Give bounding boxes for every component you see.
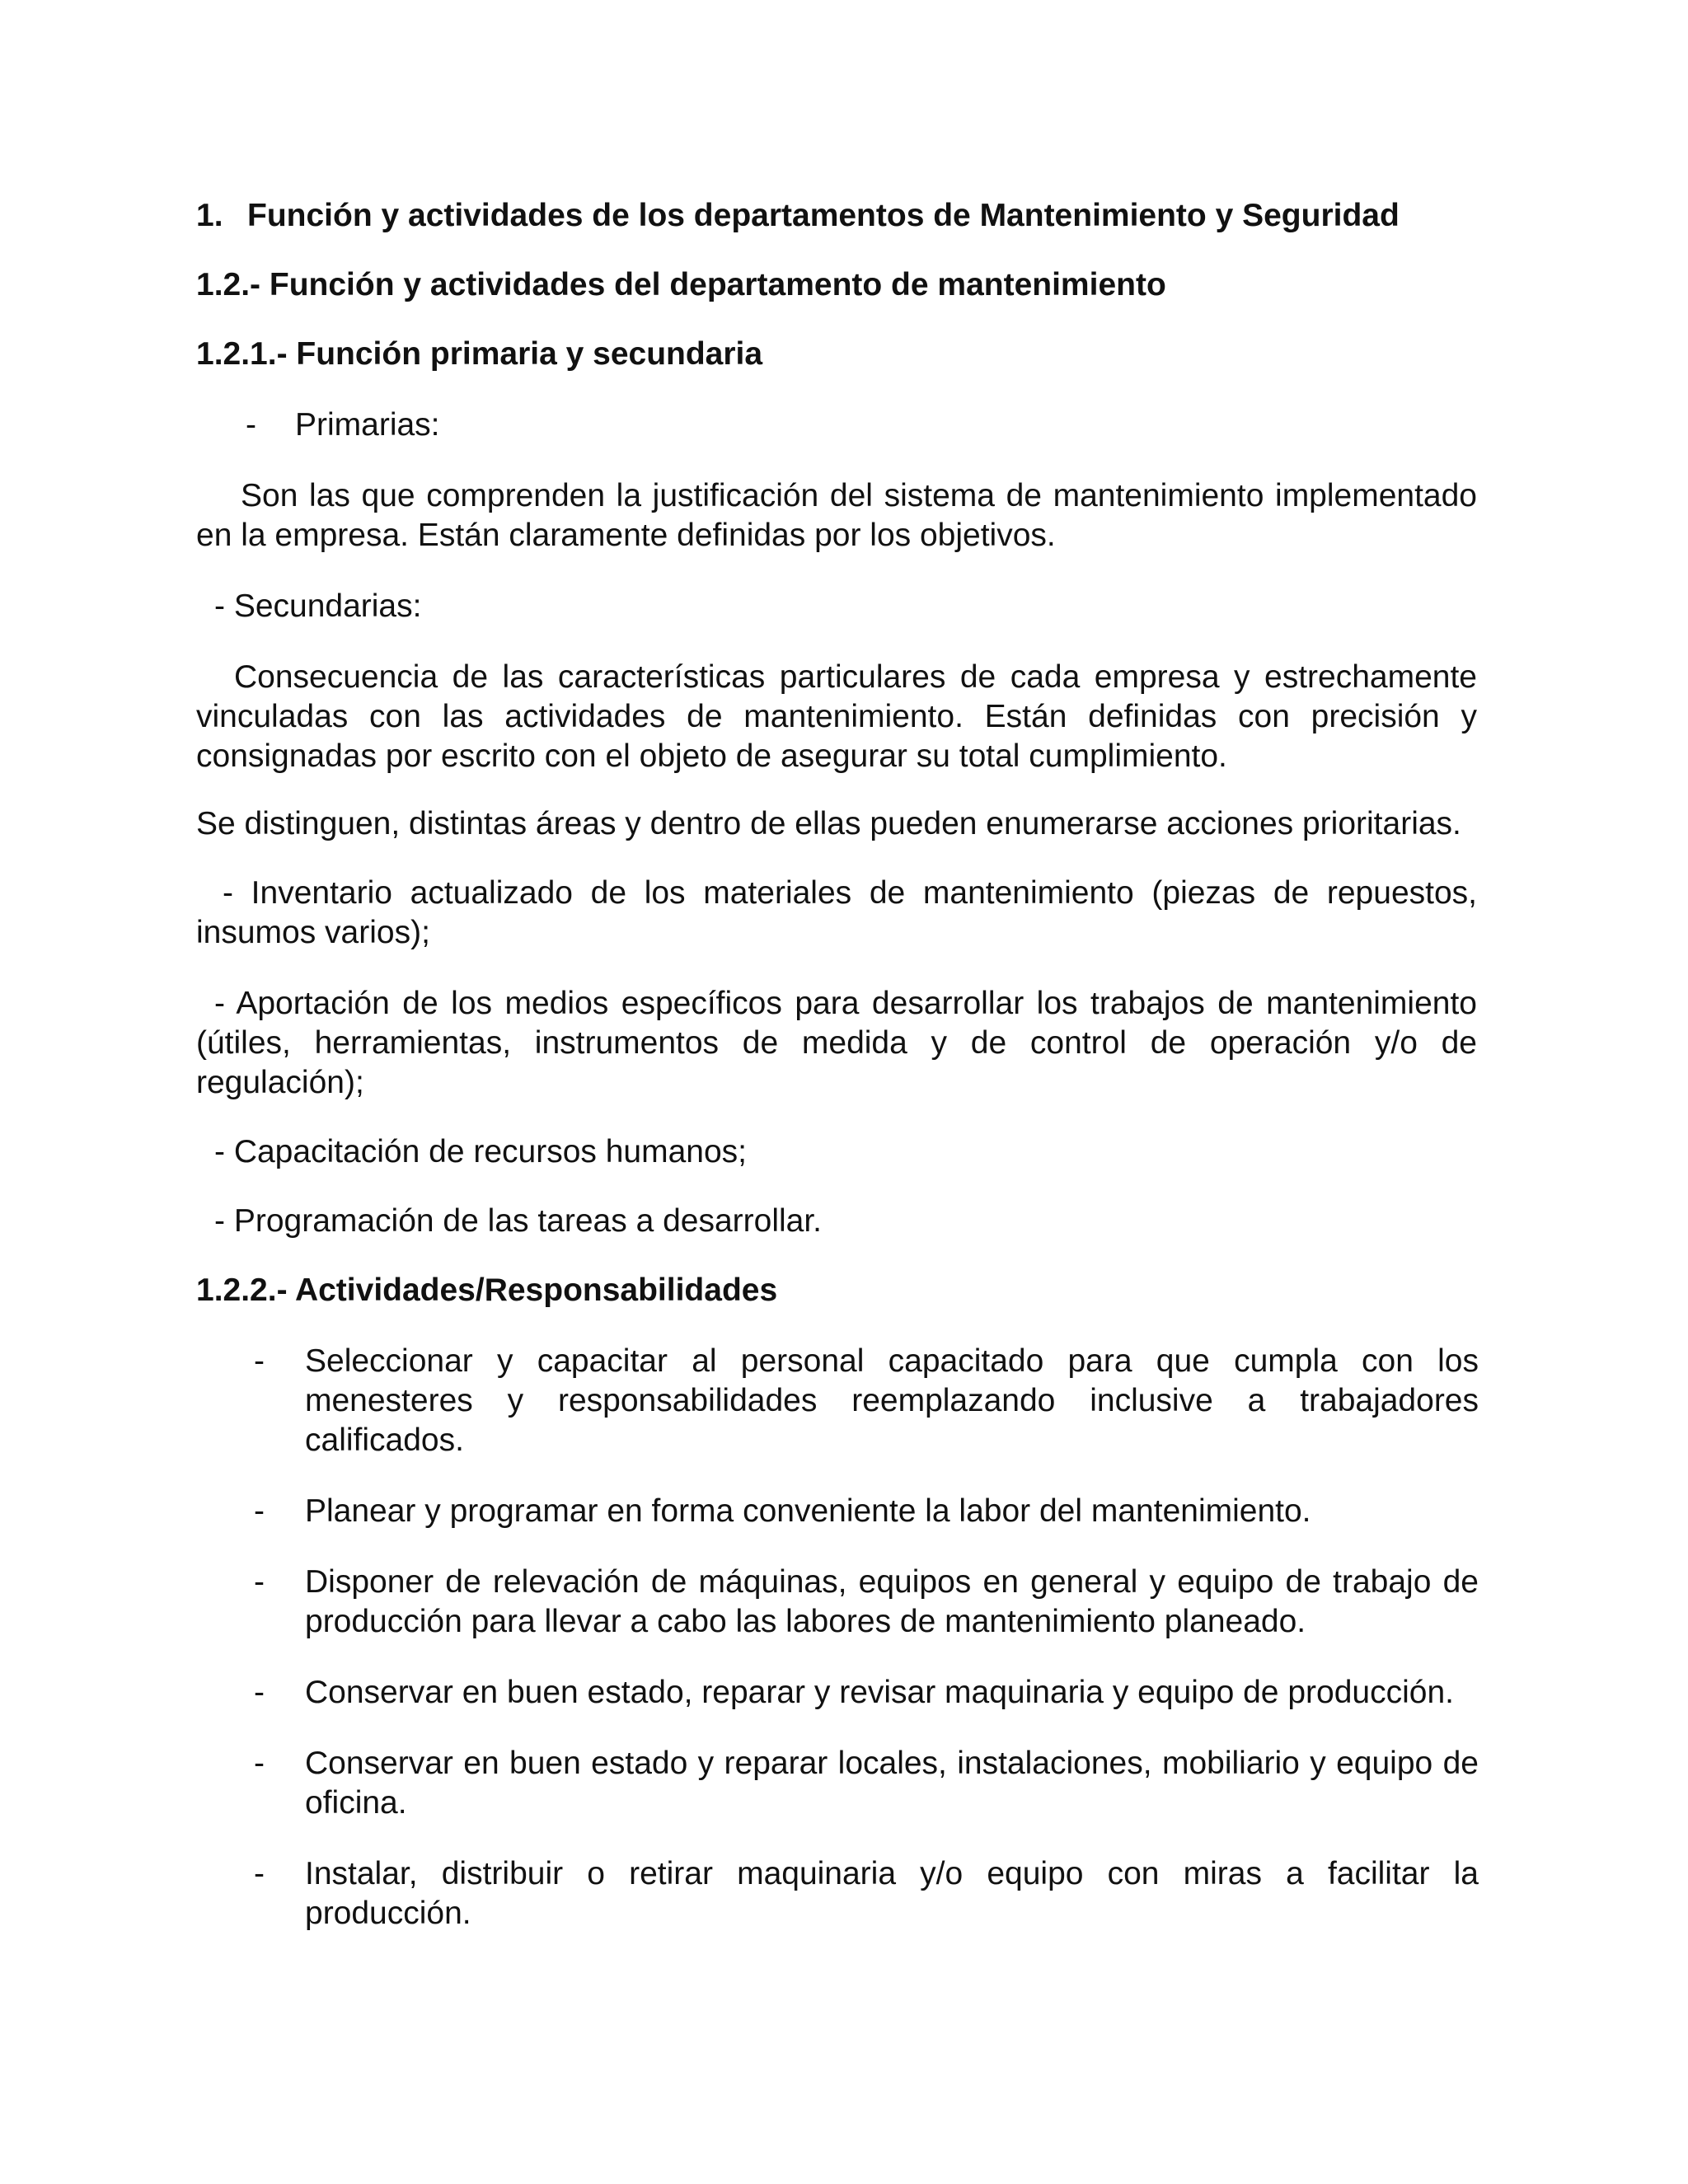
activity-item: Seleccionar y capacitar al personal capacitado para que cumpla con los menesteres y responsabilidades reemplazando inclusive a trabajadores calificados. bbox=[305, 1343, 1479, 1458]
primarias-bullet: - bbox=[246, 407, 256, 443]
heading-2: 1.2.- Función y actividades del departamento de mantenimiento bbox=[196, 267, 1166, 302]
primarias-paragraph: Son las que comprenden la justificación del sistema de mantenimiento implementado en la empresa. Están claramente definidas por los objetivos. bbox=[196, 478, 1477, 553]
heading-1-number: 1. bbox=[196, 198, 223, 233]
area-item-capacitacion: - Capacitación de recursos humanos; bbox=[214, 1134, 747, 1169]
secundarias-paragraph: Consecuencia de las características particulares de cada empresa y estrechamente vinculadas con las actividades de mantenimiento. Están definidas con precisión y consignadas por escrito con el objeto de asegurar su total cumplimiento. bbox=[196, 659, 1477, 774]
activity-bullet: - bbox=[254, 1675, 265, 1710]
activity-item: Planear y programar en forma conveniente la labor del mantenimiento. bbox=[305, 1493, 1311, 1529]
area-item-programacion: - Programación de las tareas a desarrollar. bbox=[214, 1203, 823, 1239]
primarias-label: Primarias: bbox=[295, 407, 440, 443]
activity-item: Conservar en buen estado y reparar locales, instalaciones, mobiliario y equipo de oficina. bbox=[305, 1746, 1479, 1821]
activity-item: Conservar en buen estado, reparar y revisar maquinaria y equipo de producción. bbox=[305, 1675, 1454, 1710]
activity-bullet: - bbox=[254, 1343, 265, 1379]
activity-bullet: - bbox=[254, 1746, 265, 1781]
heading-3: 1.2.1.- Función primaria y secundaria bbox=[196, 336, 763, 372]
areas-intro: Se distinguen, distintas áreas y dentro de ellas pueden enumerarse acciones prioritarias. bbox=[196, 806, 1461, 841]
heading-1: Función y actividades de los departamentos de Mantenimiento y Seguridad bbox=[247, 198, 1400, 233]
activity-item: Disponer de relevación de máquinas, equipos en general y equipo de trabajo de producción para llevar a cabo las labores de mantenimiento planeado. bbox=[305, 1564, 1479, 1639]
activity-bullet: - bbox=[254, 1856, 265, 1891]
heading-4: 1.2.2.- Actividades/Responsabilidades bbox=[196, 1272, 778, 1308]
area-item-inventario: - Inventario actualizado de los materiales de mantenimiento (piezas de repuestos, insumos varios); bbox=[196, 875, 1477, 950]
secundarias-label: - Secundarias: bbox=[214, 588, 422, 624]
activity-bullet: - bbox=[254, 1564, 265, 1600]
area-item-aportacion: - Aportación de los medios específicos para desarrollar los trabajos de mantenimiento (útiles, herramientas, instrumentos de medida y de control de operación y/o de regulación); bbox=[196, 986, 1477, 1100]
activity-item: Instalar, distribuir o retirar maquinaria y/o equipo con miras a facilitar la producción. bbox=[305, 1856, 1479, 1931]
activity-bullet: - bbox=[254, 1493, 265, 1529]
